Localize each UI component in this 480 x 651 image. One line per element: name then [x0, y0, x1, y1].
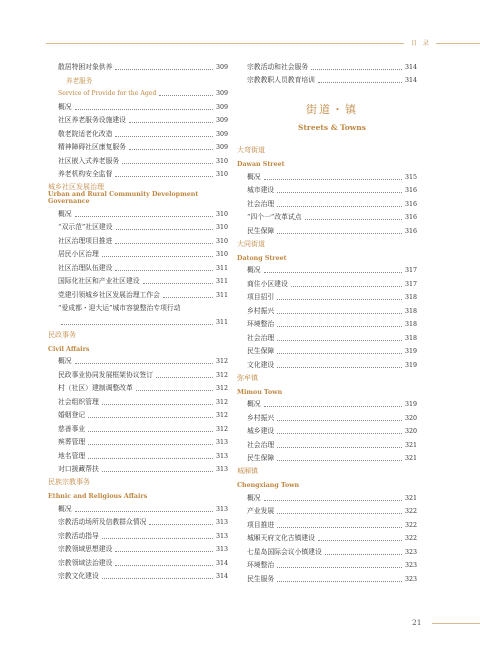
dot-leader: [115, 136, 213, 137]
toc-entry-page: 319: [404, 401, 417, 408]
toc-entry-title: “爱成都・迎大运”城市容貌整治专项行动: [58, 304, 181, 312]
toc-entry[interactable]: [58, 58, 228, 72]
toc-left-column: [48, 58, 228, 581]
toc-entry-page: 312: [215, 385, 228, 392]
toc-entry[interactable]: [247, 209, 417, 223]
toc-entry-page: 313: [215, 546, 228, 553]
toc-entry[interactable]: [58, 205, 228, 219]
toc-entry-title: 民生保障: [247, 347, 275, 355]
toc-entry[interactable]: [247, 316, 417, 330]
subsection-heading-cn: 养老服务: [66, 76, 93, 85]
toc-entry-title: 社区治理队伍建设: [58, 263, 113, 272]
dot-leader: [277, 206, 402, 207]
dot-leader: [143, 283, 213, 284]
toc-entry-page: 314: [404, 63, 417, 71]
dot-leader: [115, 551, 213, 552]
toc-right-entries: [237, 142, 417, 584]
toc-entry-title: 殡葬管理: [58, 438, 86, 446]
section-heading-cn: 城乡社区发展治理: [48, 183, 104, 191]
section-heading-cn: 大同街道: [237, 239, 265, 248]
toc-entry[interactable]: [58, 246, 228, 260]
dot-leader: [102, 404, 213, 405]
toc-entry[interactable]: [247, 503, 417, 517]
toc-entry-title: 环境整治: [247, 561, 275, 569]
section-heading-cn: 民族宗教事务: [48, 478, 90, 486]
toc-entry-title: 环境整治: [247, 320, 275, 328]
dot-leader: [115, 69, 213, 70]
toc-entry-page: 316: [404, 214, 417, 221]
toc-entry-page: 314: [404, 77, 417, 84]
toc-entry-page: 313: [215, 532, 228, 540]
toc-entry[interactable]: [247, 168, 417, 182]
dot-leader: [277, 233, 402, 234]
toc-entry-page: 310: [215, 157, 228, 165]
toc-entry-title: 城乡建设: [247, 427, 275, 435]
dot-leader: [277, 192, 402, 193]
dot-leader: [277, 313, 402, 314]
dot-leader: [311, 69, 402, 70]
toc-entry-title: “四个一”改革试点: [247, 213, 302, 221]
dot-leader: [88, 431, 213, 432]
toc-entry[interactable]: [247, 182, 417, 196]
toc-entry[interactable]: [247, 58, 417, 72]
toc-entry-page: 317: [404, 280, 417, 288]
toc-entry-title: 党建引领城乡社区发展治理工作会: [58, 290, 160, 299]
dot-leader: [318, 540, 402, 541]
toc-entry[interactable]: [58, 366, 228, 380]
toc-entry-page: 323: [404, 575, 417, 583]
dot-leader: [264, 500, 402, 501]
toc-entry-continuation: [58, 313, 228, 327]
toc-entry-page: 318: [404, 307, 417, 315]
toc-entry-page: 313: [215, 505, 228, 513]
toc-entry-title: 国际化社区和产业社区建设: [58, 277, 140, 285]
toc-entry-page: 323: [404, 562, 417, 569]
toc-entry-title: 宗教教职人员教育培训: [247, 76, 315, 84]
toc-entry-page: 315: [404, 173, 417, 181]
toc-entry-page: 322: [404, 521, 417, 529]
toc-entry-title: 居民小区治理: [58, 250, 99, 258]
toc-entry-title: 项目招引: [247, 293, 275, 301]
toc-entry-title: 城市建设: [247, 186, 275, 194]
toc-entry[interactable]: [247, 516, 417, 530]
toc-entry-page: 313: [215, 466, 228, 473]
toc-entry-page: 309: [215, 130, 228, 138]
toc-entry-title: 社会治理: [247, 333, 275, 342]
toc-entry-title: 项目推进: [247, 520, 275, 529]
dot-leader: [122, 163, 213, 164]
toc-entry-title: 宗教活动指导: [58, 531, 99, 540]
toc-entry[interactable]: [58, 112, 228, 126]
toc-entry-page: 311: [215, 264, 228, 272]
dot-leader: [277, 581, 402, 582]
toc-entry-title: 对口援藏帮扶: [58, 465, 99, 473]
dot-leader: [102, 578, 213, 579]
dot-leader: [277, 340, 402, 341]
toc-entry-title: 民生保障: [247, 454, 275, 462]
toc-entry-page: 313: [215, 439, 228, 446]
toc-entry[interactable]: [58, 139, 228, 153]
toc-entry-title: 概况: [58, 102, 72, 111]
toc-entry-page: 311: [215, 291, 228, 299]
toc-entry-title: 社会治理: [247, 199, 275, 208]
header-rule: [46, 43, 404, 44]
toc-entry-page: 321: [404, 455, 417, 462]
toc-entry-title: 概况: [58, 209, 72, 218]
toc-entry-title: 宗教文化建设: [58, 572, 99, 580]
toc-entry[interactable]: [247, 570, 417, 584]
toc-entry-title: 宗教活动和社会服务: [247, 62, 309, 71]
dot-leader: [102, 256, 213, 257]
toc-entry-page: 309: [215, 117, 228, 124]
dot-leader: [149, 524, 213, 525]
section-heading-en: Civil Affairs: [48, 345, 90, 353]
dot-leader: [277, 353, 402, 354]
dot-leader: [325, 554, 402, 555]
toc-entry[interactable]: [247, 222, 417, 236]
subsection-heading-en: [58, 85, 228, 99]
toc-entry-page: 321: [404, 494, 417, 502]
section-heading-en: Mimou Town: [237, 388, 283, 396]
section-heading-en: Dawan Street: [237, 161, 285, 168]
toc-entry[interactable]: [247, 409, 417, 423]
footer-rule: [432, 623, 480, 624]
section-heading-en: Datong Street: [237, 254, 287, 262]
dot-leader: [115, 565, 213, 566]
toc-entry-page: 322: [404, 535, 417, 542]
dot-leader: [129, 122, 213, 123]
dot-leader: [102, 538, 213, 539]
toc-entry-page: 310: [215, 237, 228, 245]
toc-entry[interactable]: [247, 489, 417, 503]
toc-entry-page: 310: [215, 224, 228, 231]
dot-leader: [264, 406, 402, 407]
toc-entry[interactable]: [58, 393, 228, 407]
toc-entry[interactable]: [247, 302, 417, 316]
toc-entry-page: 319: [404, 348, 417, 355]
toc-entry-page: 313: [215, 452, 228, 460]
header-rule-tail: [436, 43, 480, 44]
section-heading-cn: 大弯街道: [237, 146, 265, 154]
toc-entry[interactable]: [58, 166, 228, 180]
toc-entry[interactable]: [58, 353, 228, 367]
section-title-cn: 街道・镇: [306, 103, 358, 116]
toc-entry[interactable]: [58, 219, 228, 233]
toc-entry[interactable]: [247, 329, 417, 343]
dot-leader: [277, 326, 402, 327]
dot-leader: [88, 458, 213, 459]
toc-entry[interactable]: [247, 423, 417, 437]
toc-entry[interactable]: [58, 152, 228, 166]
toc-entry-title: “双示范”社区建设: [58, 223, 113, 231]
toc-entry-page: 320: [404, 414, 417, 422]
toc-entry[interactable]: [58, 554, 228, 568]
toc-entry-title: 概况: [247, 493, 261, 502]
toc-entry[interactable]: [58, 568, 228, 582]
toc-entry-page: 318: [404, 334, 417, 342]
dot-leader: [136, 390, 213, 391]
section-heading-cn: 弥牟镇: [237, 373, 258, 382]
toc-entry[interactable]: [247, 450, 417, 464]
toc-entry-page: 312: [215, 412, 228, 419]
toc-entry[interactable]: [247, 289, 417, 303]
section-heading-en: Chengxiang Town: [237, 482, 300, 489]
toc-entry[interactable]: [58, 407, 228, 421]
dot-leader: [75, 216, 213, 217]
dot-leader: [115, 243, 213, 244]
toc-entry[interactable]: [247, 530, 417, 544]
toc-entry[interactable]: [58, 420, 228, 434]
toc-entry-title: 慈善事业: [58, 424, 86, 433]
toc-entry-page: 312: [215, 425, 228, 433]
toc-entry-title: 社区养老服务设施建设: [58, 116, 126, 124]
toc-entry-page: 321: [404, 441, 417, 449]
toc-entry[interactable]: [247, 396, 417, 410]
toc-entry-page: 310: [215, 251, 228, 258]
subsection-heading-en-title: Service of Provide for the Aged: [58, 90, 157, 97]
dot-leader: [277, 447, 402, 448]
toc-entry[interactable]: [58, 527, 228, 541]
toc-entry-page: 309: [215, 144, 228, 151]
toc-entry[interactable]: [247, 436, 417, 450]
toc-entry-title: 精神障碍社区康复服务: [58, 143, 126, 151]
toc-entry[interactable]: [58, 273, 228, 287]
toc-entry[interactable]: [58, 380, 228, 394]
toc-entry-title: 乡村振兴: [247, 306, 275, 315]
toc-entry[interactable]: [58, 500, 228, 514]
section-title-en: Streets & Towns: [298, 123, 366, 132]
toc-entry-page: 311: [215, 278, 228, 285]
header-section-label: 目 录: [408, 38, 434, 47]
toc-entry-title: 产业发展: [247, 507, 275, 515]
dot-leader: [277, 420, 402, 421]
toc-entry-title: 敬老院适老化改造: [58, 129, 113, 138]
toc-entry-title: 村（社区）建制调整改革: [58, 384, 133, 392]
dot-leader: [88, 444, 213, 445]
dot-leader: [75, 363, 213, 364]
dot-leader: [277, 527, 402, 528]
toc-entry-page: 314: [215, 559, 228, 567]
toc-entry-page: 323: [404, 548, 417, 556]
toc-entry-page: 312: [215, 398, 228, 406]
toc-entry-page: 316: [404, 200, 417, 208]
toc-entry[interactable]: [247, 356, 417, 370]
toc-entry-title: 地名管理: [58, 451, 86, 460]
toc-entry[interactable]: [58, 541, 228, 555]
toc-entry-title: 宗教活动场所及信教群众情况: [58, 518, 147, 526]
toc-entry-page: 309: [215, 63, 228, 71]
dot-leader: [159, 95, 213, 96]
toc-entry[interactable]: [247, 262, 417, 276]
toc-entry-page: 318: [404, 321, 417, 328]
dot-leader: [129, 149, 213, 150]
dot-leader: [115, 176, 213, 177]
toc-entry-page: 316: [404, 187, 417, 194]
toc-entry-page: 309: [215, 90, 228, 97]
toc-entry-title: 社区嵌入式养老服务: [58, 156, 120, 165]
dot-leader: [115, 270, 213, 271]
toc-entry[interactable]: [58, 434, 228, 448]
toc-entry[interactable]: [58, 98, 228, 112]
toc-entry[interactable]: [247, 275, 417, 289]
toc-entry-page: 322: [404, 508, 417, 515]
dot-leader: [277, 299, 402, 300]
toc-entry-title: 概况: [58, 357, 72, 365]
toc-entry[interactable]: [58, 125, 228, 139]
toc-entry-title: 乡村振兴: [247, 413, 275, 422]
dot-leader: [75, 109, 213, 110]
dot-leader: [116, 229, 213, 230]
toc-entry-page: 313: [215, 519, 228, 526]
toc-entry-title: 文化建设: [247, 360, 275, 369]
toc-entry-title: 散居特困对象供养: [58, 62, 113, 71]
toc-entry-page: 310: [215, 171, 228, 178]
toc-entry[interactable]: [247, 72, 417, 86]
toc-entry[interactable]: [58, 300, 228, 314]
toc-entry[interactable]: [58, 514, 228, 528]
toc-entry[interactable]: [247, 195, 417, 209]
toc-entry-title: 概况: [247, 172, 261, 181]
toc-entry-title: 概况: [247, 400, 261, 408]
toc-entry-title: 民政事业协同发展框架协议签订: [58, 370, 154, 379]
toc-entry-page: 317: [404, 267, 417, 274]
dot-leader: [277, 433, 402, 434]
toc-entry-title: 婚姻登记: [58, 411, 86, 419]
toc-entry[interactable]: [58, 232, 228, 246]
dot-leader: [277, 460, 402, 461]
toc-entry-title: 概况: [58, 504, 72, 513]
toc-entry-title: 商住小区建设: [247, 279, 288, 288]
dot-leader: [277, 367, 402, 368]
toc-entry-page: 310: [215, 210, 228, 218]
toc-entry-title: 社区治理项目推进: [58, 236, 113, 245]
dot-leader: [305, 219, 402, 220]
dot-leader: [264, 272, 402, 273]
toc-entry-page: 316: [404, 227, 417, 235]
dot-leader: [163, 297, 213, 298]
toc-entry-title: 宗教领域法治建设: [58, 558, 113, 567]
toc-entry[interactable]: [58, 447, 228, 461]
section-heading-en: Ethnic and Religious Affairs: [48, 493, 148, 500]
toc-entry[interactable]: [58, 461, 228, 475]
dot-leader: [61, 324, 213, 325]
toc-entry[interactable]: [247, 343, 417, 357]
dot-leader: [156, 377, 213, 378]
toc-entry[interactable]: [247, 543, 417, 557]
dot-leader: [264, 179, 402, 180]
toc-entry-page: 320: [404, 428, 417, 435]
toc-right-column: [237, 58, 417, 584]
toc-entry-title: 民生保障: [247, 226, 275, 235]
toc-entry-page: 314: [215, 573, 228, 580]
toc-entry-title: 养老机构安全监督: [58, 170, 113, 178]
toc-entry-page: 312: [215, 371, 228, 379]
toc-entry-page: 311: [215, 318, 228, 326]
toc-entry-title: 城厢天府文化古镇建设: [247, 534, 315, 542]
toc-entry-title: 概况: [247, 266, 261, 274]
section-heading-cn: 城厢镇: [237, 467, 258, 475]
toc-entry[interactable]: [247, 557, 417, 571]
toc-entry-page: 309: [215, 103, 228, 111]
dot-leader: [318, 82, 402, 83]
toc-entry-title: 社会组织管理: [58, 397, 99, 406]
dot-leader: [88, 417, 213, 418]
dot-leader: [75, 511, 213, 512]
section-heading-cn: 民政事务: [48, 330, 76, 339]
section-heading-en: Urban and Rural Community Development Governance: [48, 191, 199, 205]
dot-leader: [277, 567, 402, 568]
toc-entry-page: 319: [404, 361, 417, 369]
dot-leader: [102, 471, 213, 472]
toc-entry[interactable]: [58, 259, 228, 273]
toc-entry-page: 318: [404, 294, 417, 301]
page-number: 21: [412, 618, 422, 627]
dot-leader: [291, 286, 402, 287]
toc-entry-title: 宗教领域思想建设: [58, 545, 113, 553]
toc-entry-title: 七星岛国际会议小镇建设: [247, 547, 322, 556]
toc-right-top: [247, 58, 417, 85]
dot-leader: [277, 513, 402, 514]
toc-entry-title: 社会治理: [247, 440, 275, 449]
toc-entry[interactable]: [58, 286, 228, 300]
toc-entry-title: 民生服务: [247, 574, 275, 583]
toc-entry-page: 312: [215, 358, 228, 365]
